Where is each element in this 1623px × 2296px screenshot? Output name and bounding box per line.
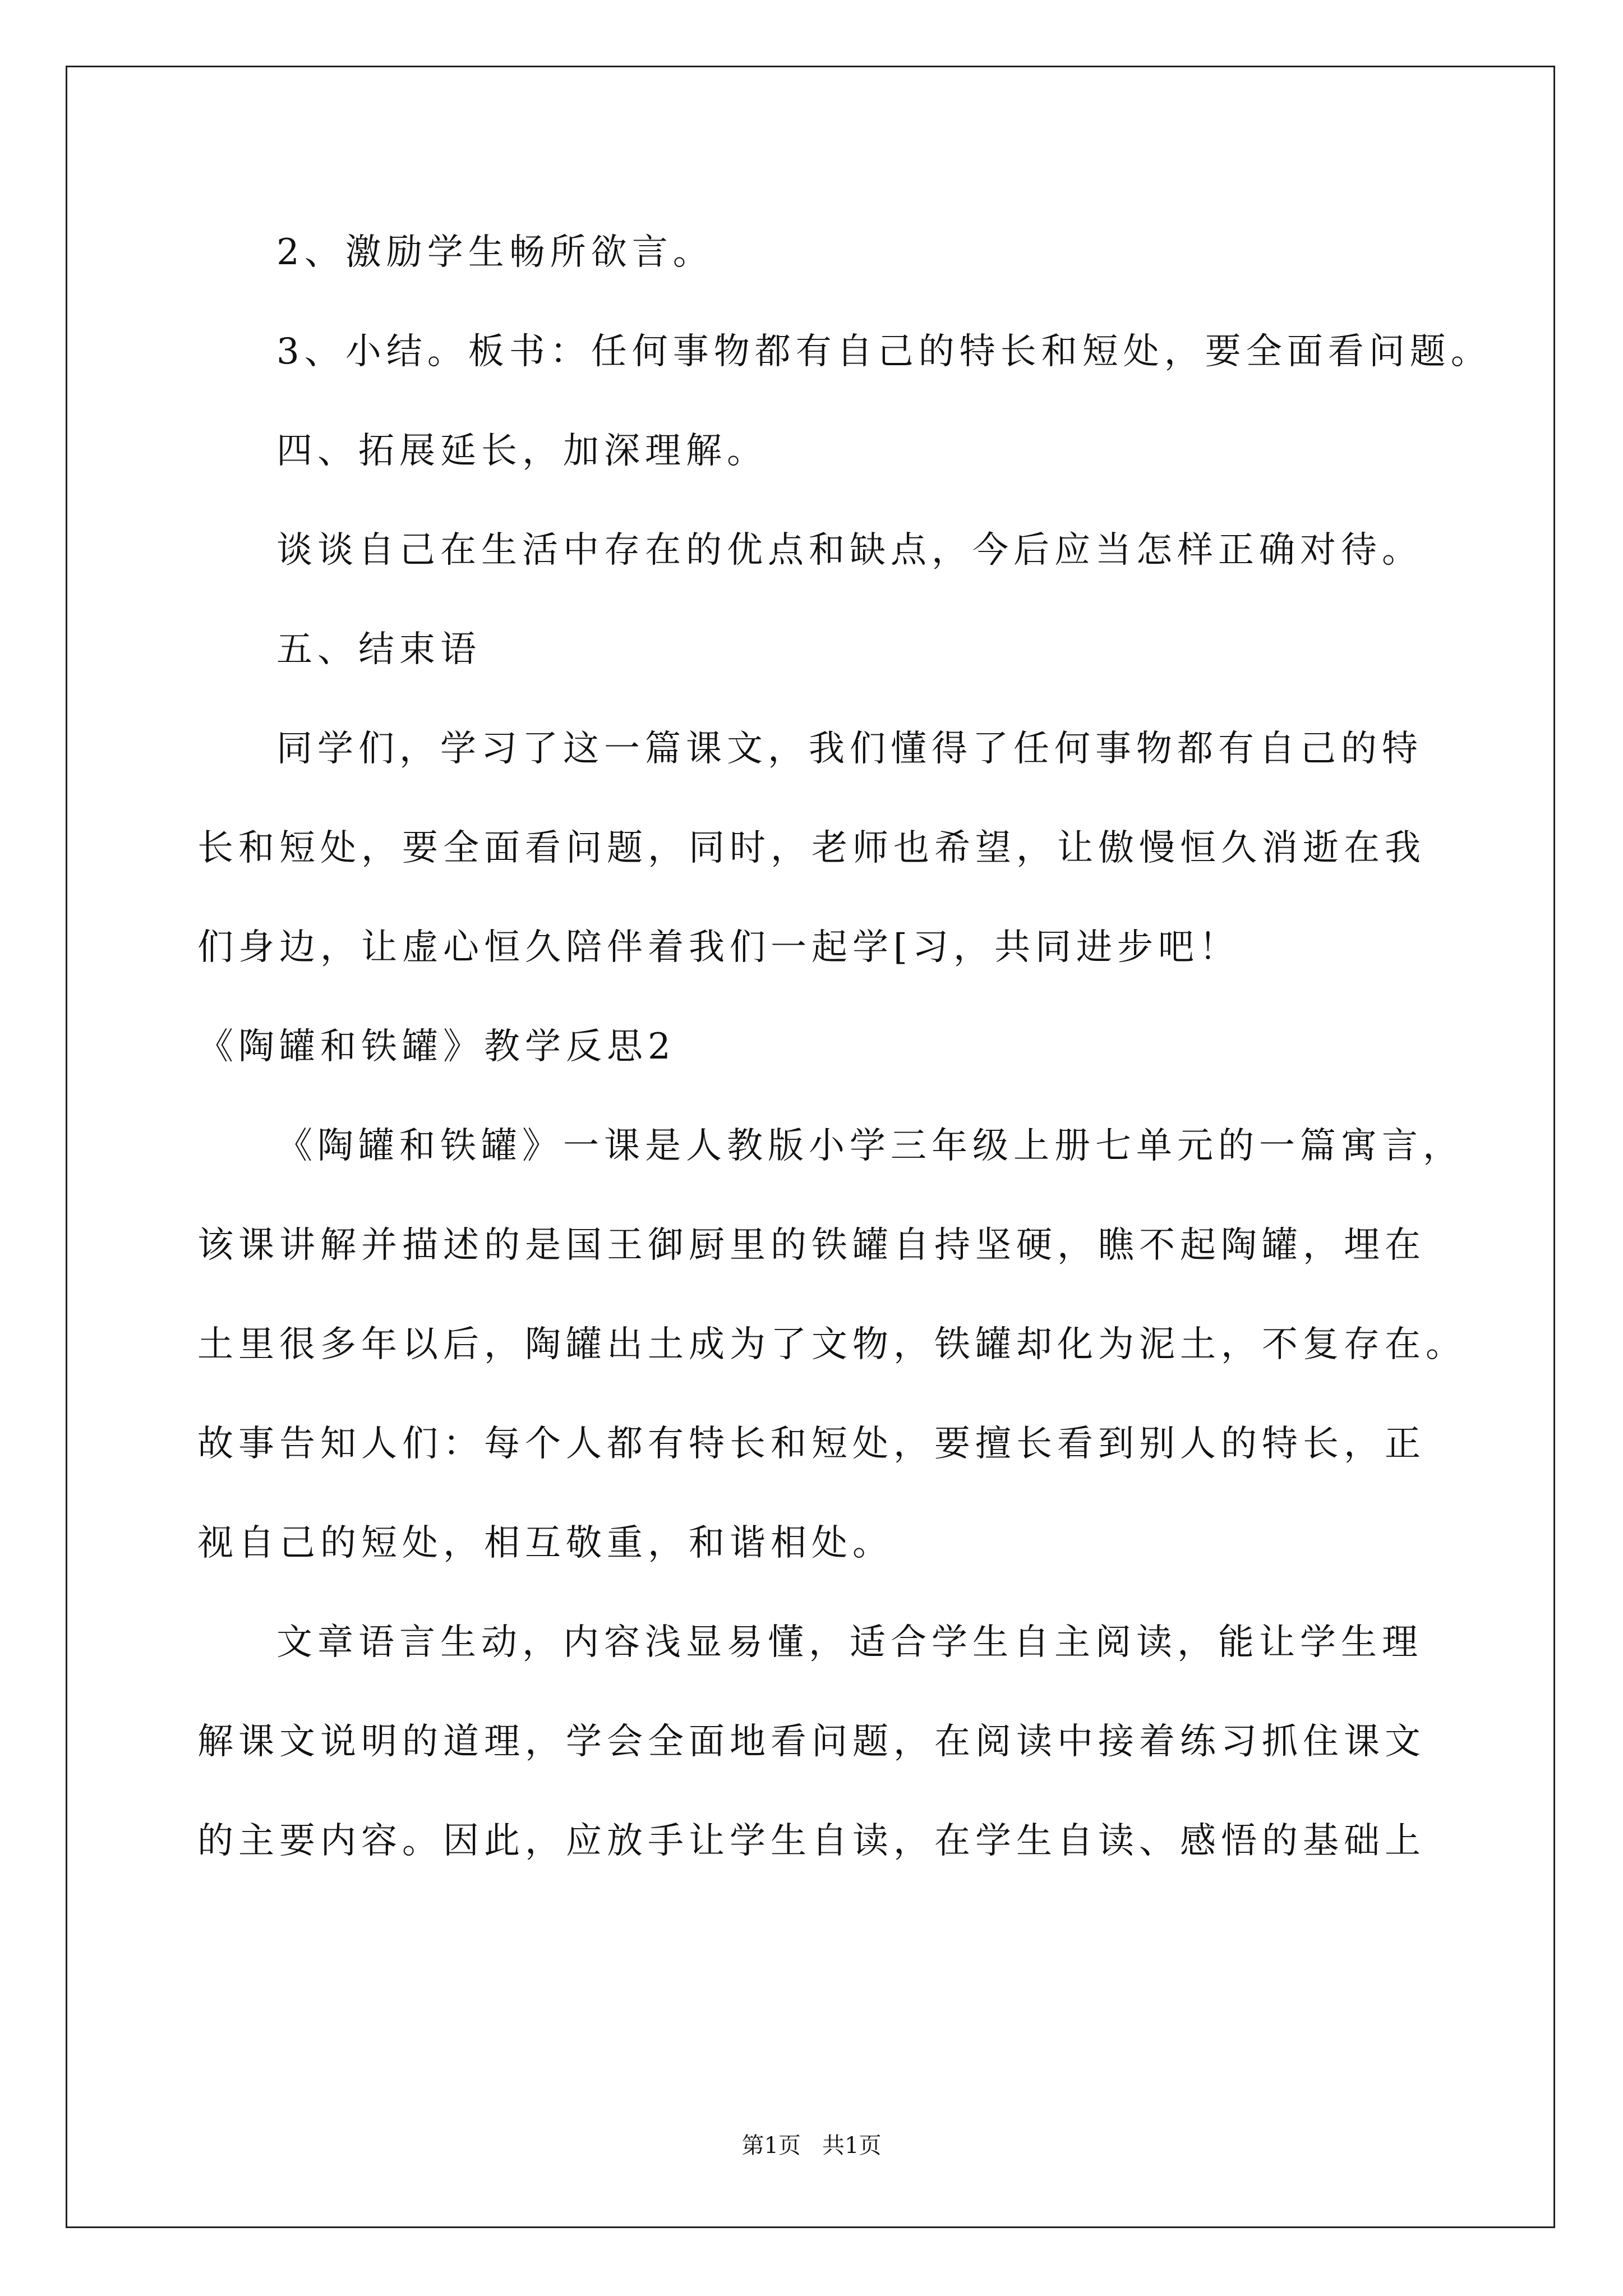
paragraph-line: 故事告知人们：每个人都有特长和短处，要擅长看到别人的特长，正 <box>197 1423 1426 1465</box>
paragraph-line: 谈谈自己在生活中存在的优点和缺点，今后应当怎样正确对待。 <box>276 530 1423 571</box>
paragraph-line: 解课文说明的道理，学会全面地看问题，在阅读中接着练习抓住课文 <box>197 1721 1426 1763</box>
paragraph-line: 的主要内容。因此，应放手让学生自读，在学生自读、感悟的基础上 <box>197 1820 1426 1862</box>
paragraph-line: 视自己的短处，相互敬重，和谐相处。 <box>197 1522 893 1564</box>
paragraph-line: 该课讲解并描述的是国王御厨里的铁罐自持坚硬，瞧不起陶罐，埋在 <box>197 1225 1426 1266</box>
paragraph-line: 《陶罐和铁罐》一课是人教版小学三年级上册七单元的一篇寓言， <box>276 1125 1464 1167</box>
section-heading-5: 五、结束语 <box>276 629 481 670</box>
document-subtitle: 《陶罐和铁罐》教学反思2 <box>197 1026 676 1068</box>
page-footer: 第1页 共1页 <box>741 2133 882 2159</box>
paragraph-line: 土里很多年以后，陶罐出土成为了文物，铁罐却化为泥土，不复存在。 <box>197 1324 1467 1365</box>
paragraph-line: 文章语言生动，内容浅显易懂，适合学生自主阅读，能让学生理 <box>276 1622 1423 1663</box>
paragraph-line: 同学们，学习了这一篇课文，我们懂得了任何事物都有自己的特 <box>276 728 1423 770</box>
paragraph-line: 长和短处，要全面看问题，同时，老师也希望，让傲慢恒久消逝在我 <box>197 827 1426 869</box>
section-heading-4: 四、拓展延长，加深理解。 <box>276 430 768 472</box>
list-item-3-summary: 3、小结。板书：任何事物都有自己的特长和短处，要全面看问题。 <box>276 331 1492 372</box>
paragraph-line: 们身边，让虚心恒久陪伴着我们一起学[习，共同进步吧！ <box>197 927 1240 968</box>
list-item-2: 2、激励学生畅所欲言。 <box>276 232 714 273</box>
